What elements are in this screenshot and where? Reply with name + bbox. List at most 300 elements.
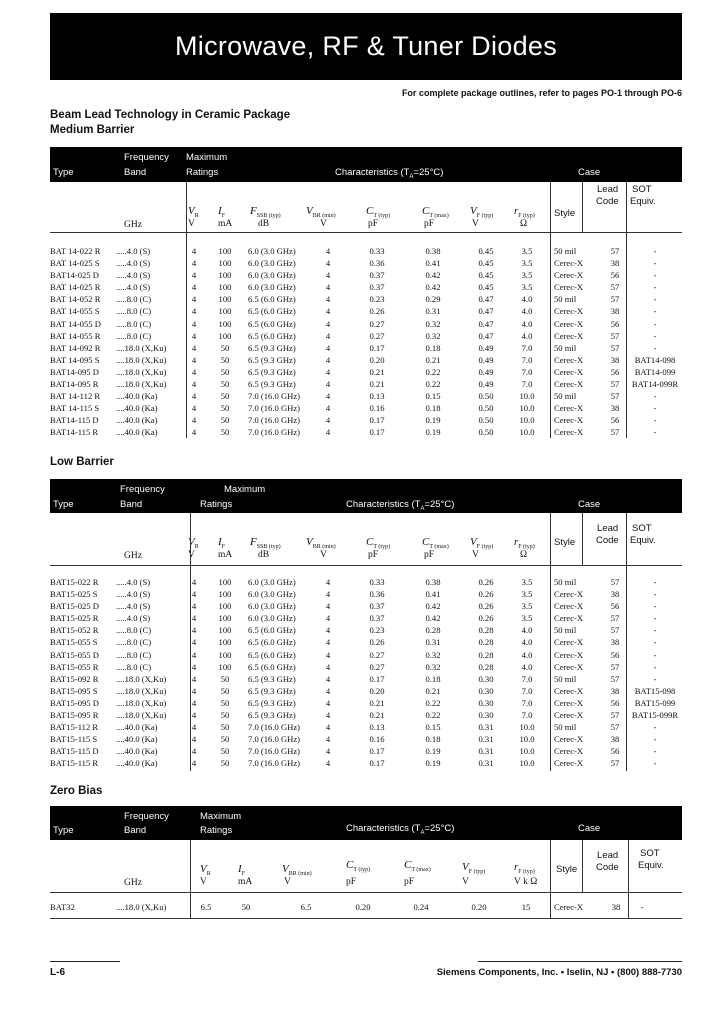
table-cell: 6.0 (3.0 GHz) <box>248 270 296 281</box>
table-body <box>50 576 682 770</box>
table-cell: ....18.0 (X,Ku) <box>116 685 167 696</box>
table-cell: 4 <box>191 379 197 390</box>
table-cell: 0.37 <box>369 613 385 624</box>
table-cell: 4 <box>191 746 197 757</box>
sub-ctmax-unit: pF <box>424 219 435 229</box>
table-cell: 0.27 <box>369 649 385 660</box>
table-row <box>50 257 682 269</box>
table-cell: BAT32 <box>50 902 75 912</box>
table-cell: 56 <box>610 601 620 612</box>
sub-if: $I_F$ <box>238 863 246 877</box>
table-cell: 4 <box>191 601 197 612</box>
table-cell: 6.0 (3.0 GHz) <box>248 577 296 587</box>
table-cell: 0.47 <box>478 330 494 341</box>
sub-vbr: $V_{BR (min)}$ <box>282 863 312 877</box>
table-cell: 7.0 <box>521 379 533 390</box>
table-cell: 57 <box>610 613 620 624</box>
table-cell: 0.30 <box>478 685 494 696</box>
page-title: Microwave, RF & Tuner Diodes <box>174 31 558 61</box>
table-cell: 0.50 <box>478 391 494 402</box>
table-cell: Cerec-X <box>554 661 584 672</box>
sub-if-unit: mA <box>238 877 253 887</box>
table-cell: 10.0 <box>519 391 535 402</box>
table-cell: 4 <box>325 734 331 745</box>
table-cell: ....40.0 (Ka) <box>116 734 158 745</box>
table-row <box>50 612 682 624</box>
table-cell: 50 <box>220 366 230 377</box>
table-cell: 50 <box>220 746 230 757</box>
zero-bias-header <box>50 806 682 840</box>
sub-sot: SOT <box>632 523 652 534</box>
table-cell: 0.45 <box>478 246 494 256</box>
table-cell: Cerec-X <box>554 697 584 708</box>
table-cell: 100 <box>218 246 232 256</box>
table-cell: BAT15-112 R <box>50 722 99 733</box>
table-cell: 6.5 (9.3 GHz) <box>248 379 296 390</box>
sub-if-unit: mA <box>218 219 233 229</box>
table-cell: 0.18 <box>425 342 441 353</box>
sub-vf-unit: V <box>472 550 479 560</box>
table-cell: 38 <box>610 306 620 317</box>
header-frequency: Frequency <box>124 152 169 163</box>
table-cell: 4 <box>325 661 331 672</box>
table-cell: 4 <box>325 379 331 390</box>
table-cell: .....4.0 (S) <box>116 613 151 624</box>
table-cell: .....8.0 (C) <box>116 625 152 636</box>
table-cell: 0.45 <box>478 270 494 281</box>
table-cell: 57 <box>610 246 620 256</box>
table-cell: BAT15-055 R <box>50 661 99 672</box>
table-cell: 56 <box>610 270 620 281</box>
sub-ghz: GHz <box>124 878 142 888</box>
table-cell: 0.21 <box>369 366 385 377</box>
table-cell: .....8.0 (C) <box>116 306 152 317</box>
table-row <box>50 685 682 697</box>
table-cell: 57 <box>610 427 620 438</box>
table-cell: 0.21 <box>425 685 441 696</box>
table-cell: 4 <box>191 685 197 696</box>
table-cell: 56 <box>610 318 620 329</box>
table-row <box>50 649 682 661</box>
row-rule <box>50 918 682 919</box>
table-cell: 100 <box>218 330 232 341</box>
table-cell: 6.5 <box>300 902 312 912</box>
table-cell: 4 <box>191 625 197 636</box>
sub-style: Style <box>556 864 578 875</box>
table-cell: 0.15 <box>425 391 441 402</box>
table-cell: 0.28 <box>425 625 441 636</box>
sub-ctmax: $C_{T (max)}$ <box>422 536 449 550</box>
table-cell: .....8.0 (C) <box>116 294 152 305</box>
table-cell: - <box>653 601 657 612</box>
table-cell: Cerec-X <box>554 282 584 293</box>
low-barrier-subheader <box>50 513 682 565</box>
sub-ct-unit: pF <box>346 877 357 887</box>
table-cell: - <box>653 637 657 648</box>
table-cell: - <box>653 342 657 353</box>
table-cell: 57 <box>610 391 620 402</box>
table-cell: ....18.0 (X,Ku) <box>116 697 167 708</box>
table-cell: ....40.0 (Ka) <box>116 427 158 438</box>
table-cell: 4 <box>191 577 197 587</box>
table-cell: 6.5 (6.0 GHz) <box>248 306 296 317</box>
table-cell: 4 <box>191 246 197 256</box>
table-cell: 4 <box>325 710 331 721</box>
table-cell: BAT14-115 R <box>50 427 99 438</box>
table-cell: 4 <box>325 282 331 293</box>
table-cell: BAT14-098 <box>634 354 676 365</box>
table-cell: 100 <box>218 625 232 636</box>
table-cell: 7.0 (16.0 GHz) <box>248 722 301 733</box>
table-cell: 4 <box>325 246 331 256</box>
table-cell: 7.0 <box>521 673 533 684</box>
table-cell: BAT 14-025 R <box>50 282 101 293</box>
table-cell: 0.31 <box>425 637 441 648</box>
table-cell: 4 <box>191 270 197 281</box>
table-cell: BAT14-095 D <box>50 366 99 377</box>
table-cell: 0.23 <box>369 625 385 636</box>
table-cell: - <box>653 391 657 402</box>
table-cell: 4 <box>191 722 197 733</box>
table-cell: 0.38 <box>425 246 441 256</box>
table-cell: ....18.0 (X,Ku) <box>116 673 167 684</box>
table-cell: 6.0 (3.0 GHz) <box>248 613 296 624</box>
sub-vbr-unit: V <box>320 219 327 229</box>
table-cell: 0.26 <box>478 613 494 624</box>
table-cell: 6.5 (6.0 GHz) <box>248 661 296 672</box>
table-cell: 0.37 <box>369 282 385 293</box>
sub-rf-unit: Ω <box>520 550 528 560</box>
table-row <box>50 330 682 342</box>
sub-style: Style <box>554 208 576 219</box>
footer-rule-right <box>478 961 682 962</box>
table-cell: 57 <box>610 722 620 733</box>
table-cell: 38 <box>610 403 620 414</box>
table-cell: 0.47 <box>478 306 494 317</box>
table-cell: 6.0 (3.0 GHz) <box>248 258 296 269</box>
table-cell: Cerec-X <box>554 601 584 612</box>
table-cell: - <box>653 282 657 293</box>
table-cell: 50 <box>220 379 230 390</box>
table-cell: .....4.0 (S) <box>116 282 151 293</box>
table-cell: - <box>640 902 644 912</box>
table-cell: 7.0 (16.0 GHz) <box>248 427 301 438</box>
table-cell: BAT 14-055 S <box>50 306 100 317</box>
table-cell: 0.28 <box>478 661 494 672</box>
table-cell: - <box>653 258 657 269</box>
table-cell: 57 <box>610 282 620 293</box>
table-cell: 0.22 <box>425 710 441 721</box>
table-cell: 4 <box>325 722 331 733</box>
table-cell: .....4.0 (S) <box>116 270 151 281</box>
table-cell: .....4.0 (S) <box>116 246 151 256</box>
table-cell: 50 <box>220 697 230 708</box>
sub-ctmax: $C_{T (max)}$ <box>422 205 449 219</box>
table-cell: .....4.0 (S) <box>116 577 151 587</box>
table-cell: 100 <box>218 282 232 293</box>
table-cell: 56 <box>610 366 620 377</box>
table-cell: 0.30 <box>478 697 494 708</box>
table-cell: 7.0 <box>521 685 533 696</box>
table-row <box>50 709 682 721</box>
sub-ct-unit: pF <box>368 550 379 560</box>
table-cell: Cerec-X <box>554 354 584 365</box>
table-cell: 4.0 <box>521 625 533 636</box>
column-rule <box>582 840 583 892</box>
table-cell: 0.22 <box>425 697 441 708</box>
table-cell: Cerec-X <box>554 427 584 438</box>
table-cell: 6.0 (3.0 GHz) <box>248 589 296 600</box>
table-cell: 0.24 <box>413 902 429 912</box>
sub-ct: $C_{T (typ)}$ <box>366 205 391 219</box>
table-cell: 4 <box>325 294 331 305</box>
sub-vr: $V_R$ <box>188 205 199 219</box>
table-cell: 38 <box>610 258 620 269</box>
table-cell: 10.0 <box>519 722 535 733</box>
table-cell: 0.16 <box>369 734 385 745</box>
table-cell: 100 <box>218 649 232 660</box>
table-cell: 0.42 <box>425 270 441 281</box>
table-row <box>50 390 682 402</box>
table-cell: 50 mil <box>554 294 577 305</box>
table-cell: 100 <box>218 661 232 672</box>
sub-ct: $C_{T (typ)}$ <box>366 536 391 550</box>
table-cell: 4 <box>325 391 331 402</box>
table-cell: 0.32 <box>425 661 441 672</box>
table-cell: .....4.0 (S) <box>116 601 151 612</box>
table-cell: 0.26 <box>478 577 494 587</box>
table-cell: 4 <box>191 403 197 414</box>
header-band: Band <box>120 499 143 510</box>
table-cell: 6.5 (9.3 GHz) <box>248 354 296 365</box>
table-cell: 100 <box>218 637 232 648</box>
table-cell: - <box>653 427 657 438</box>
table-cell: Cerec-X <box>554 318 584 329</box>
table-row <box>50 366 682 378</box>
table-cell: 4 <box>325 258 331 269</box>
header-band: Band <box>124 167 147 178</box>
row-rule <box>50 565 682 566</box>
table-cell: 4 <box>191 427 197 438</box>
table-cell: - <box>653 649 657 660</box>
section-title-zero-bias: Zero Bias <box>50 785 103 797</box>
table-cell: 0.31 <box>425 306 441 317</box>
table-cell: 100 <box>218 306 232 317</box>
sub-sot: SOT <box>632 184 652 195</box>
sub-equiv: Equiv. <box>638 860 664 871</box>
section-title-low-barrier: Low Barrier <box>50 456 114 468</box>
table-cell: 3.5 <box>521 613 533 624</box>
table-row <box>50 636 682 648</box>
sub-ct-unit: pF <box>368 219 379 229</box>
table-cell: - <box>653 758 657 769</box>
table-cell: 0.49 <box>478 379 494 390</box>
table-cell: .....8.0 (C) <box>116 318 152 329</box>
table-cell: ....18.0 (X,Ku) <box>116 366 167 377</box>
table-cell: BAT15-115 D <box>50 746 99 757</box>
table-body <box>50 901 682 913</box>
table-cell: 4 <box>191 294 197 305</box>
table-cell: - <box>653 403 657 414</box>
table-cell: Cerec-X <box>554 589 584 600</box>
table-cell: 4 <box>325 577 331 587</box>
table-row <box>50 757 682 769</box>
table-cell: 0.31 <box>478 746 494 757</box>
sub-code: Code <box>596 535 619 546</box>
table-cell: BAT15-025 R <box>50 613 99 624</box>
table-cell: 6.5 (9.3 GHz) <box>248 710 296 721</box>
table-cell: - <box>653 318 657 329</box>
table-cell: 7.0 (16.0 GHz) <box>248 746 301 757</box>
table-cell: 4 <box>191 258 197 269</box>
table-cell: 38 <box>610 354 620 365</box>
header-characteristics: Characteristics $(T_A=25^\circ C)$ <box>346 499 455 512</box>
table-cell: 0.19 <box>425 427 441 438</box>
table-cell: 38 <box>610 589 620 600</box>
table-cell: 0.30 <box>478 673 494 684</box>
table-cell: 4 <box>191 613 197 624</box>
table-cell: - <box>653 746 657 757</box>
sub-rf-unit: V k Ω <box>514 877 538 887</box>
table-cell: 57 <box>610 673 620 684</box>
package-note: For complete package outlines, refer to pages PO-1 through PO-6 <box>401 88 682 98</box>
table-cell: 4 <box>191 391 197 402</box>
table-row <box>50 414 682 426</box>
sub-equiv: Equiv. <box>630 196 656 207</box>
sub-vbr: $V_{BR (min)}$ <box>306 205 336 219</box>
table-cell: - <box>653 294 657 305</box>
table-cell: 7.0 <box>521 697 533 708</box>
table-cell: 0.16 <box>369 403 385 414</box>
table-row <box>50 318 682 330</box>
sub-if: $I_F$ <box>218 205 226 219</box>
table-cell: 4 <box>325 746 331 757</box>
table-cell: 4 <box>191 661 197 672</box>
table-cell: 4 <box>325 330 331 341</box>
table-cell: 0.18 <box>425 734 441 745</box>
table-cell: 4 <box>191 649 197 660</box>
table-cell: - <box>653 270 657 281</box>
table-row <box>50 661 682 673</box>
table-cell: 50 <box>241 902 251 912</box>
table-cell: 10.0 <box>519 746 535 757</box>
table-cell: 0.22 <box>425 366 441 377</box>
header-frequency: Frequency <box>120 484 165 495</box>
sub-equiv: Equiv. <box>630 535 656 546</box>
table-cell: BAT 14-055 D <box>50 318 101 329</box>
table-cell: 0.26 <box>369 306 385 317</box>
table-cell: 4 <box>325 673 331 684</box>
table-cell: 0.27 <box>369 318 385 329</box>
table-cell: BAT 14-025 S <box>50 258 100 269</box>
table-row <box>50 269 682 281</box>
sub-vr: $V_R$ <box>200 863 211 877</box>
footer-rule-left <box>50 961 120 962</box>
column-rule <box>582 182 583 232</box>
table-cell: 0.50 <box>478 403 494 414</box>
table-cell: BAT14-099 <box>634 366 676 377</box>
table-cell: 50 <box>220 415 230 426</box>
table-cell: 10.0 <box>519 427 535 438</box>
table-cell: .....4.0 (S) <box>116 258 151 269</box>
table-cell: 4.0 <box>521 306 533 317</box>
table-row <box>50 293 682 305</box>
table-row <box>50 426 682 438</box>
table-cell: 100 <box>218 601 232 612</box>
table-cell: - <box>653 625 657 636</box>
table-cell: Cerec-X <box>554 403 584 414</box>
table-cell: 4 <box>325 758 331 769</box>
table-cell: 0.41 <box>425 589 441 600</box>
table-cell: 50 <box>220 354 230 365</box>
table-cell: 7.0 <box>521 342 533 353</box>
table-cell: Cerec-X <box>554 306 584 317</box>
table-cell: 0.41 <box>425 258 441 269</box>
sub-rf: $r_{F (typ)}$ <box>514 205 535 219</box>
table-cell: 6.5 (6.0 GHz) <box>248 625 296 636</box>
table-cell: 4 <box>325 306 331 317</box>
header-case: Case <box>578 823 601 834</box>
table-cell: 50 <box>220 403 230 414</box>
page-title-bar <box>50 13 682 80</box>
table-cell: 7.0 <box>521 354 533 365</box>
header-ratings: Ratings <box>200 499 233 510</box>
table-cell: - <box>653 330 657 341</box>
table-cell: 4.0 <box>521 318 533 329</box>
table-cell: 50 mil <box>554 391 577 402</box>
table-cell: - <box>653 722 657 733</box>
table-cell: BAT 14-095 S <box>50 354 100 365</box>
table-cell: 50 mil <box>554 342 577 353</box>
table-cell: 0.22 <box>425 379 441 390</box>
table-row <box>50 745 682 757</box>
company-info: Siemens Components, Inc. • Iselin, NJ • (800) 888-7730 <box>436 967 682 978</box>
table-cell: 4.0 <box>521 294 533 305</box>
table-cell: 57 <box>610 758 620 769</box>
page-number: L-6 <box>50 967 65 978</box>
table-cell: - <box>653 306 657 317</box>
table-cell: 50 <box>220 342 230 353</box>
table-cell: 0.19 <box>425 758 441 769</box>
sub-fssb-unit: dB <box>258 550 270 560</box>
table-cell: 38 <box>610 637 620 648</box>
table-cell: 4 <box>191 306 197 317</box>
sub-rf-unit: Ω <box>520 219 528 229</box>
table-cell: 0.27 <box>369 661 385 672</box>
table-cell: 3.5 <box>521 258 533 269</box>
table-cell: 0.29 <box>425 294 441 305</box>
medium-barrier-subheader <box>50 182 682 232</box>
table-cell: 50 mil <box>554 246 577 256</box>
table-cell: BAT14-095 R <box>50 379 99 390</box>
table-cell: 57 <box>610 342 620 353</box>
table-cell: 4 <box>191 710 197 721</box>
table-row <box>50 624 682 636</box>
table-cell: 57 <box>610 330 620 341</box>
table-cell: 4 <box>325 342 331 353</box>
table-cell: 0.31 <box>478 758 494 769</box>
table-cell: 50 mil <box>554 577 577 587</box>
table-cell: ....18.0 (X,Ku) <box>116 710 167 721</box>
table-cell: 4 <box>191 330 197 341</box>
sub-rf: $r_{F (typ)}$ <box>514 861 535 875</box>
table-cell: 0.21 <box>369 697 385 708</box>
table-cell: BAT 14-055 R <box>50 330 101 341</box>
table-cell: 4 <box>325 613 331 624</box>
table-cell: - <box>653 673 657 684</box>
section-title-medium-barrier: Medium Barrier <box>50 124 135 136</box>
table-cell: 57 <box>610 625 620 636</box>
